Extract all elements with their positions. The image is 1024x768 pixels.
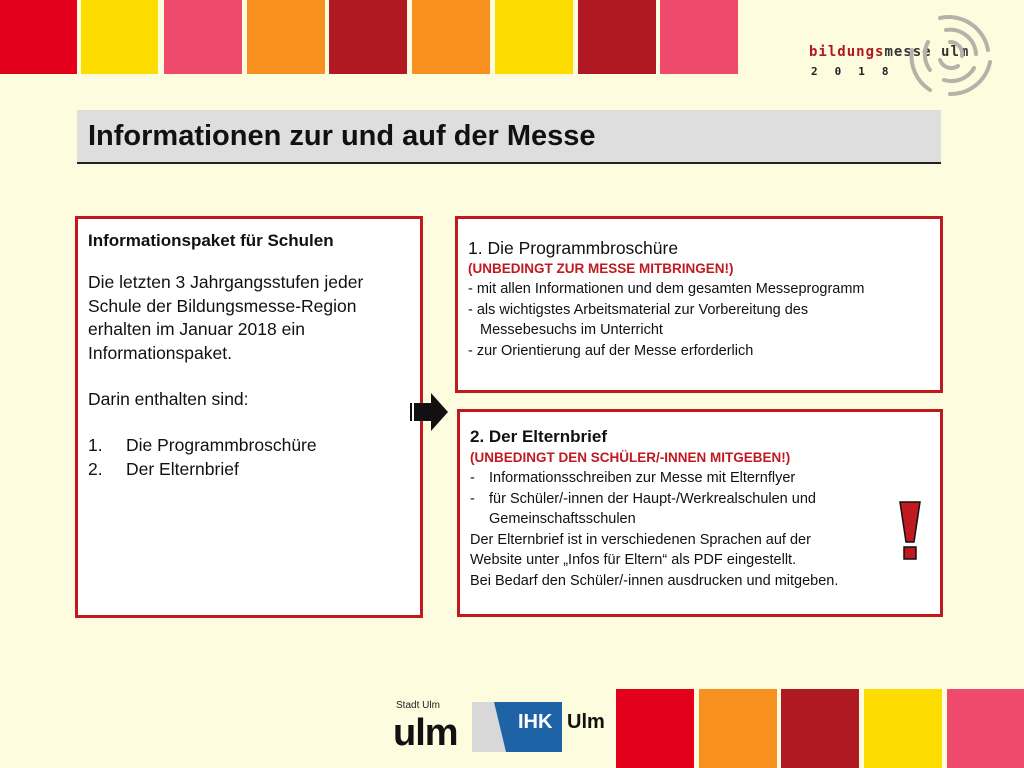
color-square xyxy=(781,689,859,768)
color-square xyxy=(947,689,1024,768)
list-item: 1. Die Programmbroschüre xyxy=(88,435,317,455)
color-square xyxy=(81,0,158,74)
letter-bullet-continuation: Gemeinschaftsschulen xyxy=(489,511,636,527)
letter-bullet: - für Schüler/-innen der Haupt-/Werkrealschulen und xyxy=(470,490,816,507)
color-square xyxy=(864,689,942,768)
brochure-warning: (UNBEDINGT ZUR MESSE MITBRINGEN!) xyxy=(468,261,734,276)
ihk-ulm-logo xyxy=(472,702,606,752)
contents-label: Darin enthalten sind: xyxy=(88,389,249,409)
arrow-right-icon xyxy=(409,392,449,432)
brochure-heading: 1. Die Programmbroschüre xyxy=(468,238,679,258)
title-bar xyxy=(77,110,941,164)
program-brochure-box xyxy=(455,216,943,393)
color-square xyxy=(495,0,573,74)
brochure-line: Messebesuchs im Unterricht xyxy=(480,322,663,338)
letter-bullet: - Informationsschreiben zur Messe mit Elternflyer xyxy=(470,470,796,486)
color-square xyxy=(329,0,407,74)
letter-text-line: Bei Bedarf den Schüler/-innen ausdrucken und mitgeben. xyxy=(470,572,839,589)
ihk-city-text: Ulm xyxy=(567,711,605,733)
parent-letter-box xyxy=(457,409,943,617)
ihk-text: IHK xyxy=(518,711,553,733)
letter-text-line: Der Elternbrief ist in verschiedenen Sprachen auf der xyxy=(470,531,811,548)
color-square xyxy=(0,0,77,74)
info-package-box xyxy=(75,216,423,618)
contents-list xyxy=(88,434,410,481)
page-title: Informationen zur und auf der Messe xyxy=(88,120,596,152)
color-square xyxy=(247,0,325,74)
color-square xyxy=(616,689,694,768)
letter-heading: 2. Der Elternbrief xyxy=(470,427,607,446)
color-square xyxy=(164,0,242,74)
color-square xyxy=(412,0,490,74)
letter-warning: (UNBEDINGT DEN SCHÜLER/-INNEN MITGEBEN!) xyxy=(470,450,791,465)
ihk-logo-graphic xyxy=(472,702,606,752)
ulm-logo: ulm xyxy=(393,712,458,754)
color-square xyxy=(578,0,656,74)
logo-name: bildungsmesse ulm xyxy=(809,44,970,60)
stadt-ulm-label: Stadt Ulm xyxy=(396,700,440,711)
bildungsmesse-logo xyxy=(800,10,1024,100)
exclamation-icon xyxy=(897,500,923,562)
color-square xyxy=(699,689,777,768)
brochure-line: - mit allen Informationen und dem gesamten Messeprogramm xyxy=(468,281,865,297)
brochure-line: - als wichtigstes Arbeitsmaterial zur Vorbereitung des xyxy=(468,301,809,318)
info-package-heading: Informationspaket für Schulen xyxy=(88,231,334,250)
logo-year: 2018 xyxy=(811,65,906,78)
list-item: 2. Der Elternbrief xyxy=(88,458,239,479)
color-square xyxy=(660,0,738,74)
spiral-logo-icon xyxy=(900,10,1000,100)
brochure-line: - zur Orientierung auf der Messe erforderlich xyxy=(468,342,754,359)
letter-text-line: Website unter „Infos für Eltern“ als PDF eingestellt. xyxy=(470,552,797,568)
info-package-paragraph: Die letzten 3 Jahrgangsstufen jeder Schule der Bildungsmesse-Region erhalten im Januar 2018 ein Informationspaket. xyxy=(88,272,364,363)
